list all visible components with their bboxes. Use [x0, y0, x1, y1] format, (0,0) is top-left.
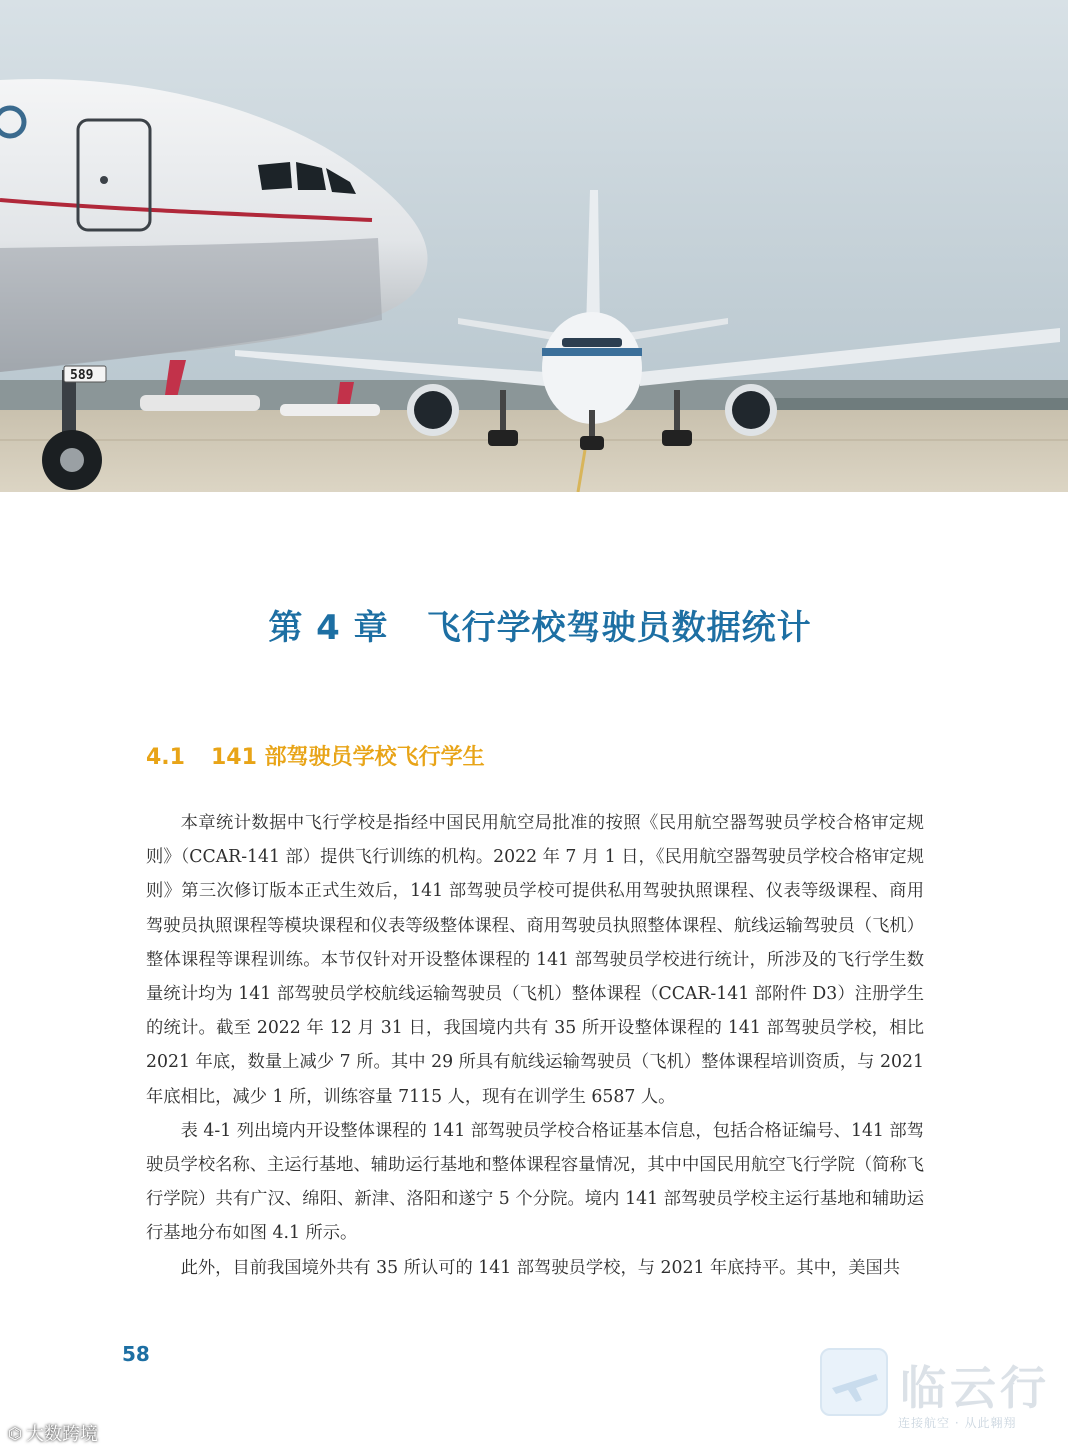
body-text [146, 806, 924, 1285]
paragraph: 表 4-1 列出境内开设整体课程的 141 部驾驶员学校合格证基本信息，包括合格证编号、141 部驾驶员学校名称、主运行基地、辅助运行基地和整体课程容量情况，其中中国民用航空飞行学院（简称飞行学院）共有广汉、绵阳、新津、洛阳和遂宁 5 个分院。境内 141 部驾驶员学校主运行基地和辅助运行基地分布如图 4.1 所示。 [146, 1120, 924, 1244]
watermark-source-text: 大数跨境 [25, 1424, 98, 1445]
hero-photo [0, 0, 1068, 492]
chapter-title: 飞行学校驾驶员数据统计 [426, 608, 812, 648]
watermark-source [8, 1418, 98, 1448]
chapter-number: 第 4 章 [268, 608, 389, 648]
page-number: 58 [122, 1342, 150, 1366]
section-title: 141 部驾驶员学校飞行学生 [210, 745, 485, 770]
weibo-icon: ⌬ [8, 1423, 22, 1443]
airplane-illustration [0, 0, 1068, 492]
chapter-heading [0, 600, 1080, 649]
airplane-icon [820, 1348, 888, 1416]
tail-number: 589 [70, 368, 94, 383]
watermark-name: 临云行 [900, 1361, 1050, 1415]
watermark-logo [820, 1348, 1060, 1440]
section-number: 4.1 [146, 745, 185, 770]
paragraph: 本章统计数据中飞行学校是指经中国民用航空局批准的按照《民用航空器驾驶员学校合格审定规则》（CCAR-141 部）提供飞行训练的机构。2022 年 7 月 1 日，《民用航空器驾驶员学校合格审定规则》第三次修订版本正式生效后，141 部驾驶员学校可提供私用驾驶执照课程、仪表等级课程、商用驾驶员执照课程等模块课程和仪表等级整体课程、商用驾驶员执照整体课程、航线运输驾驶员（飞机）整体课程等课程训练。本节仅针对开设整体课程的 141 部驾驶员学校进行统计，所涉及的飞行学生数量统计均为 141 部驾驶员学校航线运输驾驶员（飞机）整体课程（CCAR-141 部附件 D3）注册学生的统计。截至 2022 年 12 月 31 日，我国境内共有 35 所开设整体课程的 141 部驾驶员学校，相比 2021 年底，数量上减少 7 所。其中 29 所具有航线运输驾驶员（飞机）整体课程培训资质，与 2021 年底相比，减少 1 所，训练容量 7115 人，现有在训学生 6587 人。 [146, 813, 924, 1107]
section-heading [146, 740, 485, 771]
paragraph: 此外，目前我国境外共有 35 所认可的 141 部驾驶员学校，与 2021 年底持平。其中，美国共 [180, 1257, 901, 1278]
watermark-tagline: 连接航空 · 从此翱翔 [898, 1416, 1017, 1430]
